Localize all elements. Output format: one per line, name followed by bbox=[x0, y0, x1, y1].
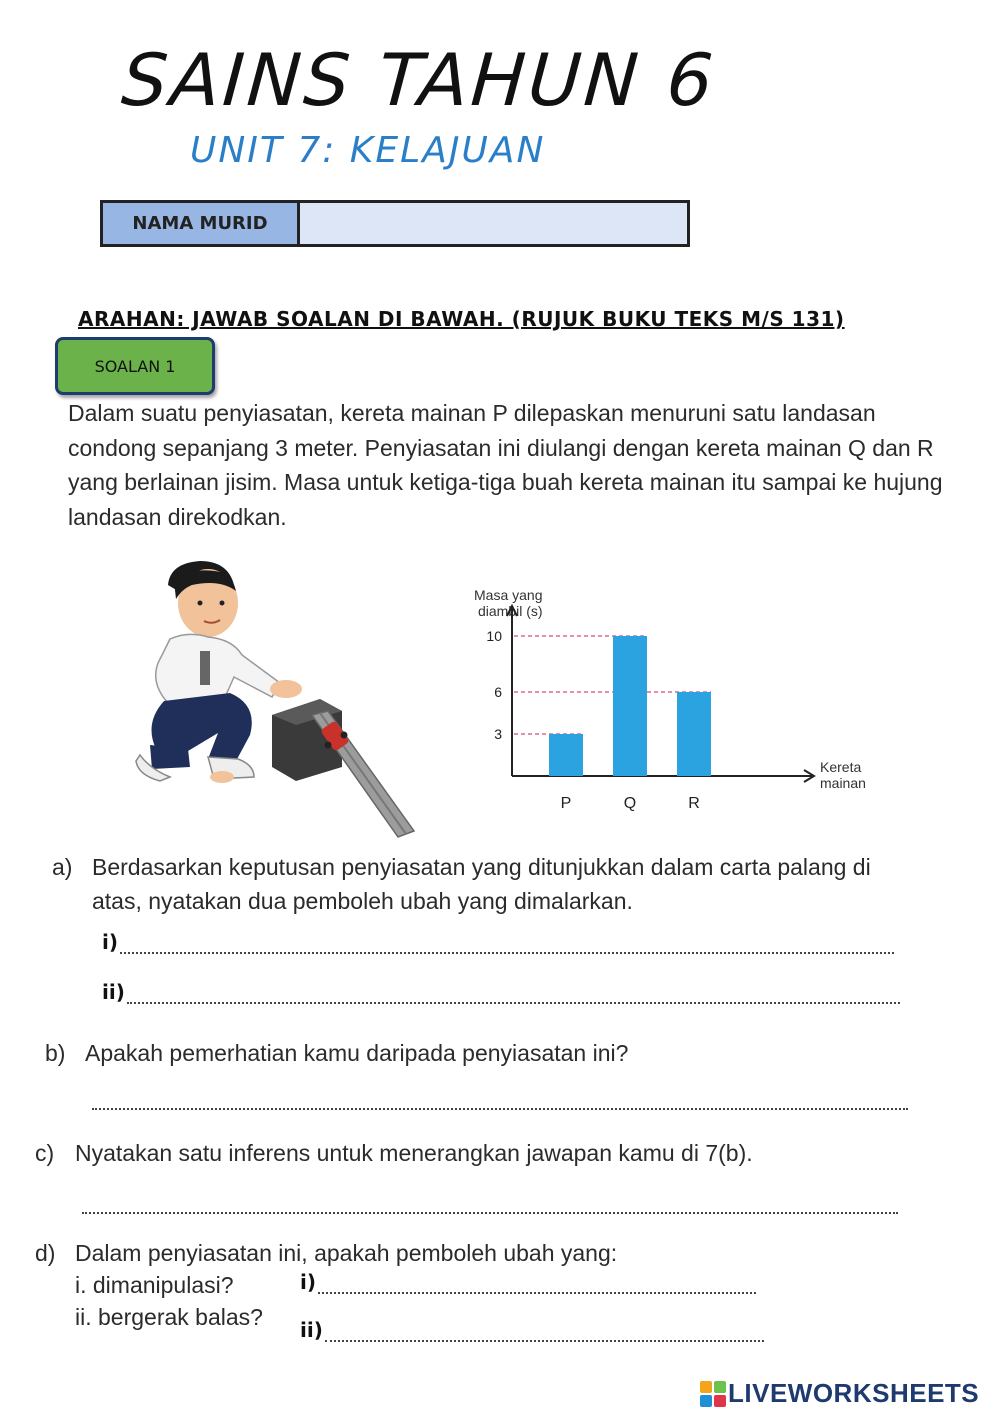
student-name-row bbox=[100, 200, 690, 247]
answer-d-i-row bbox=[300, 1270, 756, 1294]
chart-xlabel-line2: mainan bbox=[820, 775, 866, 791]
answer-c-input[interactable] bbox=[82, 1190, 898, 1214]
student-name-label: NAMA MURID bbox=[103, 203, 300, 244]
chart-ylabel-line1: Masa yang bbox=[474, 587, 543, 603]
answer-d-ii-input[interactable] bbox=[325, 1318, 764, 1342]
question-b-label: b) bbox=[45, 1040, 66, 1066]
liveworksheets-brand bbox=[700, 1378, 979, 1409]
answer-d-ii-label: ii) bbox=[300, 1318, 323, 1342]
answer-b-row bbox=[90, 1086, 908, 1110]
student-name-input[interactable] bbox=[300, 203, 687, 244]
category-label-Q: Q bbox=[623, 795, 637, 812]
y-tick-label-10: 10 bbox=[486, 628, 502, 644]
y-tick-label-6: 6 bbox=[494, 684, 502, 700]
answer-a-i-label: i) bbox=[102, 930, 118, 954]
category-label-P: P bbox=[560, 795, 572, 812]
answer-a-i-input[interactable] bbox=[120, 930, 894, 954]
question-c bbox=[35, 1136, 753, 1170]
answer-a-ii-label: ii) bbox=[102, 980, 125, 1004]
question-d bbox=[35, 1236, 617, 1270]
liveworksheets-logo-icon bbox=[700, 1381, 726, 1407]
question-c-label: c) bbox=[35, 1140, 55, 1166]
brand-name: LIVEWORKSHEETS bbox=[728, 1378, 980, 1408]
question-b-text: Apakah pemerhatian kamu daripada penyiasatan ini? bbox=[85, 1040, 629, 1066]
question-a bbox=[52, 850, 932, 918]
y-tick-label-3: 3 bbox=[494, 726, 502, 742]
question-a-text: Berdasarkan keputusan penyiasatan yang ditunjukkan dalam carta palang di atas, nyatakan dua pemboleh ubah yang dimalarkan. bbox=[92, 854, 871, 914]
answer-d-ii-row bbox=[300, 1318, 764, 1342]
worksheet-subtitle: UNIT 7: KELAJUAN bbox=[190, 130, 546, 171]
chart-xlabel-line1: Kereta bbox=[820, 759, 862, 775]
worksheet-title: SAINS TAHUN 6 bbox=[119, 38, 719, 122]
bar-chart bbox=[460, 580, 900, 820]
question-d-text: Dalam penyiasatan ini, apakah pemboleh ubah yang: bbox=[75, 1240, 618, 1266]
instruction-text: ARAHAN: JAWAB SOALAN DI BAWAH. (RUJUK BUKU TEKS M/S 131) bbox=[78, 307, 845, 331]
chart-ylabel-line2: diambil (s) bbox=[478, 603, 543, 619]
question-intro-text: Dalam suatu penyiasatan, kereta mainan P dilepaskan menuruni satu landasan condong sepanjang 3 meter. Penyiasatan ini diulangi dengan kereta mainan Q dan R yang berlainan jisim. Masa untuk ketiga-tiga buah kereta mainan itu sampai ke hujung landasan direkodkan. bbox=[68, 400, 943, 530]
answer-d-i-input[interactable] bbox=[318, 1270, 756, 1294]
answer-a-ii-row bbox=[102, 980, 900, 1004]
boy-ramp-illustration bbox=[130, 555, 420, 840]
answer-d-i-label: i) bbox=[300, 1270, 316, 1294]
answer-a-i-row bbox=[102, 930, 894, 954]
question-a-label: a) bbox=[52, 854, 73, 880]
category-label-R: R bbox=[688, 795, 700, 812]
question-d-sub1: i. dimanipulasi? bbox=[75, 1272, 234, 1298]
question-b bbox=[45, 1036, 628, 1070]
question-d-sub2: ii. bergerak balas? bbox=[75, 1304, 263, 1330]
question-badge: SOALAN 1 bbox=[55, 337, 215, 395]
bar-Q bbox=[613, 636, 647, 776]
bar-P bbox=[549, 734, 583, 776]
answer-c-row bbox=[80, 1190, 898, 1214]
question-d-label: d) bbox=[35, 1240, 56, 1266]
question-c-text: Nyatakan satu inferens untuk menerangkan jawapan kamu di 7(b). bbox=[75, 1140, 753, 1166]
bar-R bbox=[677, 692, 711, 776]
answer-b-input[interactable] bbox=[92, 1086, 908, 1110]
answer-a-ii-input[interactable] bbox=[127, 980, 900, 1004]
